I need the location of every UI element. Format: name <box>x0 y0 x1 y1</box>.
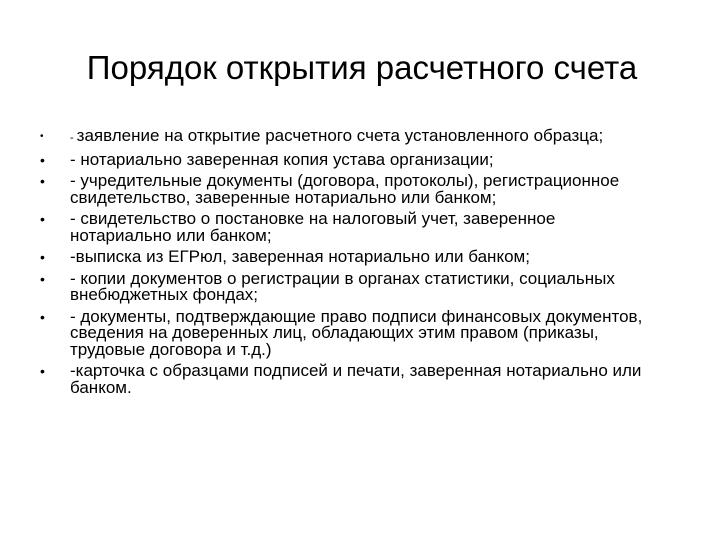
slide-title: Порядок открытия расчетного счета <box>86 49 638 86</box>
bullet-icon: • <box>40 151 45 168</box>
bullet-icon: • <box>40 270 45 287</box>
bullet-icon: • <box>40 211 45 228</box>
list-item-text: - документы, подтверждающие право подписи финансовых документов, сведения на доверенных лиц, обладающих этим правом (приказы, трудовые договора и т.д.) <box>70 306 643 359</box>
list-item <box>40 149 660 169</box>
list-item-text: -выписка из ЕГРюл, заверенная нотариально или банком; <box>70 247 530 267</box>
list-item <box>40 249 660 265</box>
bullet-icon: • <box>40 363 45 380</box>
list-item <box>40 173 660 206</box>
list-item-text: -карточка с образцами подписей и печати, заверенная нотариально или банком. <box>70 361 642 397</box>
list-item-text <box>70 128 660 146</box>
bullet-icon: • <box>40 131 44 142</box>
list-item-body: заявление на открытие расчетного счета установленного образца; <box>76 126 604 145</box>
list-item <box>40 211 660 244</box>
bullet-icon: • <box>40 249 45 266</box>
bullet-icon: • <box>40 308 45 325</box>
list-item-text: - свидетельство о постановке на налоговый учет, заверенное нотариально или банком; <box>70 209 556 245</box>
list-item-text: - нотариально заверенная копия устава организации; <box>70 149 494 169</box>
bullet-list <box>40 128 660 401</box>
bullet-icon: • <box>40 173 45 190</box>
list-item <box>40 128 660 146</box>
dash-mark: - <box>70 132 74 144</box>
list-item <box>40 268 660 305</box>
list-item <box>40 306 660 359</box>
list-item-text: - учредительные документы (договора, протоколы), регистрационное свидетельство, заверенные нотариально или банком; <box>70 171 620 207</box>
list-item-text: - копии документов о регистрации в органах статистики, социальных внебюджетных фондах; <box>70 268 615 305</box>
list-item <box>40 363 660 396</box>
